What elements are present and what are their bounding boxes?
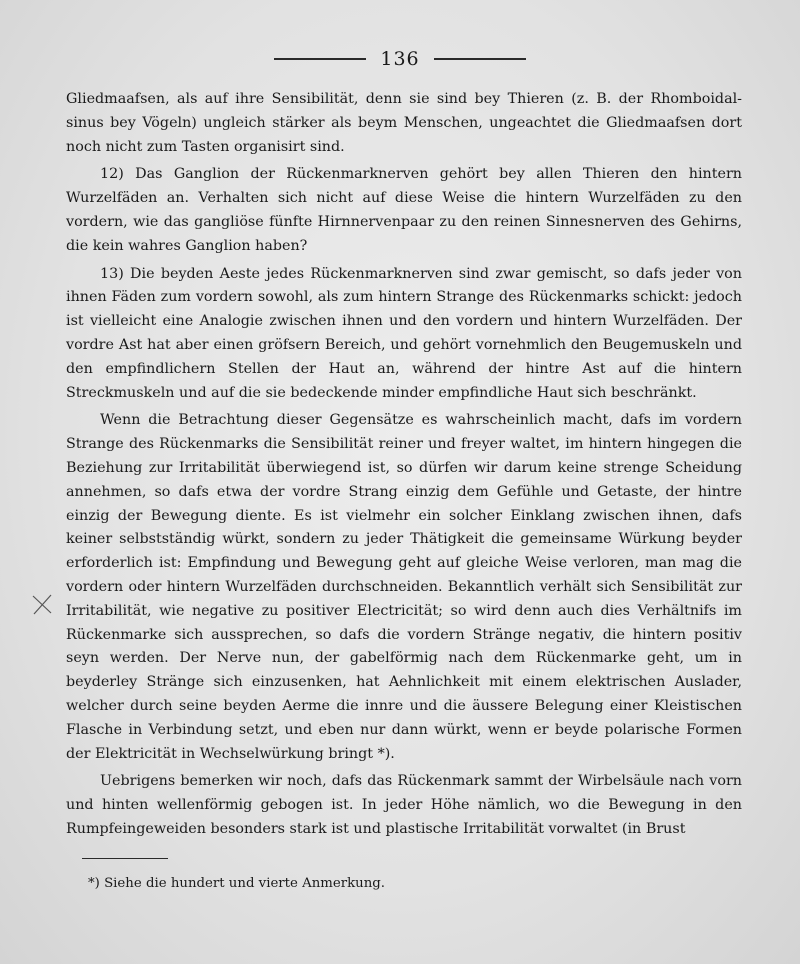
footnote: *) Siehe die hundert und vierte Anmerkung. <box>88 876 386 891</box>
page-header <box>0 48 800 70</box>
paragraph-gegensaetze: Wenn die Betrachtung dieser Gegensätze es wahrscheinlich macht, dafs im vordern Strange des Rückenmarks die Sensibilität reiner und freyer waltet, im hintern hingegen die Beziehung zur Irritabilität überwiegend ist, so dürfen wir darum keine strenge Scheidung annehmen, so dafs etwa der vordre Strang einzig dem Gefühle und Getaste, der hintre einzig der Bewegung diente. Es ist vielmehr ein solcher Einklang zwischen ihnen, dafs keiner selbstständig würkt, sondern zu jeder Thätigkeit die gemeinsame Würkung beyder erforderlich ist: Empfindung und Bewegung geht auf gleiche Weise verloren, man mag die vordern oder hintern Wurzelfäden durchschneiden. Bekanntlich verhält sich Sensibilität zur Irritabilität, wie negative zu positiver Electricität; so wird denn auch dies Verhältnifs im Rückenmarke sich aussprechen, so dafs die vordern Stränge negativ, die hintern positiv seyn werden. Der Nerve nun, der gabelförmig nach dem Rückenmarke geht, um in beyderley Stränge sich einzusenken, hat Aehnlichkeit mit einem elektrischen Auslader, welcher durch seine beyden Aerme die innre und die äussere Belegung einer Kleistischen Flasche in Verbindung setzt, und eben nur dann würkt, wenn er beyde polarische Formen der Elektricität in Wechselwürkung bringt *). <box>66 412 742 762</box>
paragraph-uebrigens: Uebrigens bemerken wir noch, dafs das Rückenmark sammt der Wirbelsäule nach vorn und hinten wellenförmig gebogen ist. In jeder Höhe nämlich, wo die Bewegung in den Rumpfeingeweiden besonders stark ist und plastische Irritabilität vorwaltet (in Brust <box>66 773 742 837</box>
paragraph-13: 13) Die beyden Aeste jedes Rückenmarknerven sind zwar gemischt, so dafs jeder von ihnen Fäden zum vordern sowohl, als zum hintern Strange des Rückenmarks schickt: jedoch ist vielleicht eine Analogie zwischen ihnen und den vordern und hintern Wurzelfäden. Der vordre Ast hat aber einen gröfsern Bereich, und gehört vornehmlich den Beugemuskeln und den empfindlichern Stellen der Haut an, während der hintre Ast auf die hintern Streckmuskeln und auf die sie bedeckende minder empfindliche Haut sich beschränkt. <box>66 265 742 401</box>
header-rule-right <box>434 58 526 60</box>
paragraph-12: 12) Das Ganglion der Rückenmarknerven gehört bey allen Thieren den hintern Wurzelfäden an. Verhalten sich nicht auf diese Weise die hintern Wurzelfäden zu den vordern, wie das gangliöse fünfte Hirnnervenpaar zu den reinen Sinnesnerven des Gehirns, die kein wahres Ganglion haben? <box>66 166 742 254</box>
header-rule-left <box>274 58 366 60</box>
paragraph-continued: Gliedmaafsen, als auf ihre Sensibilität, denn sie sind bey Thieren (z. B. der Rhomboidal-sinus bey Vögeln) ungleich stärker als beym Menschen, ungeachtet die Gliedmaafsen dort noch nicht zum Tasten organisirt sind. <box>66 91 742 155</box>
page-number: 136 <box>380 48 420 70</box>
margin-cross-mark <box>30 592 54 616</box>
footnote-rule <box>82 858 168 859</box>
body-text <box>66 88 742 842</box>
